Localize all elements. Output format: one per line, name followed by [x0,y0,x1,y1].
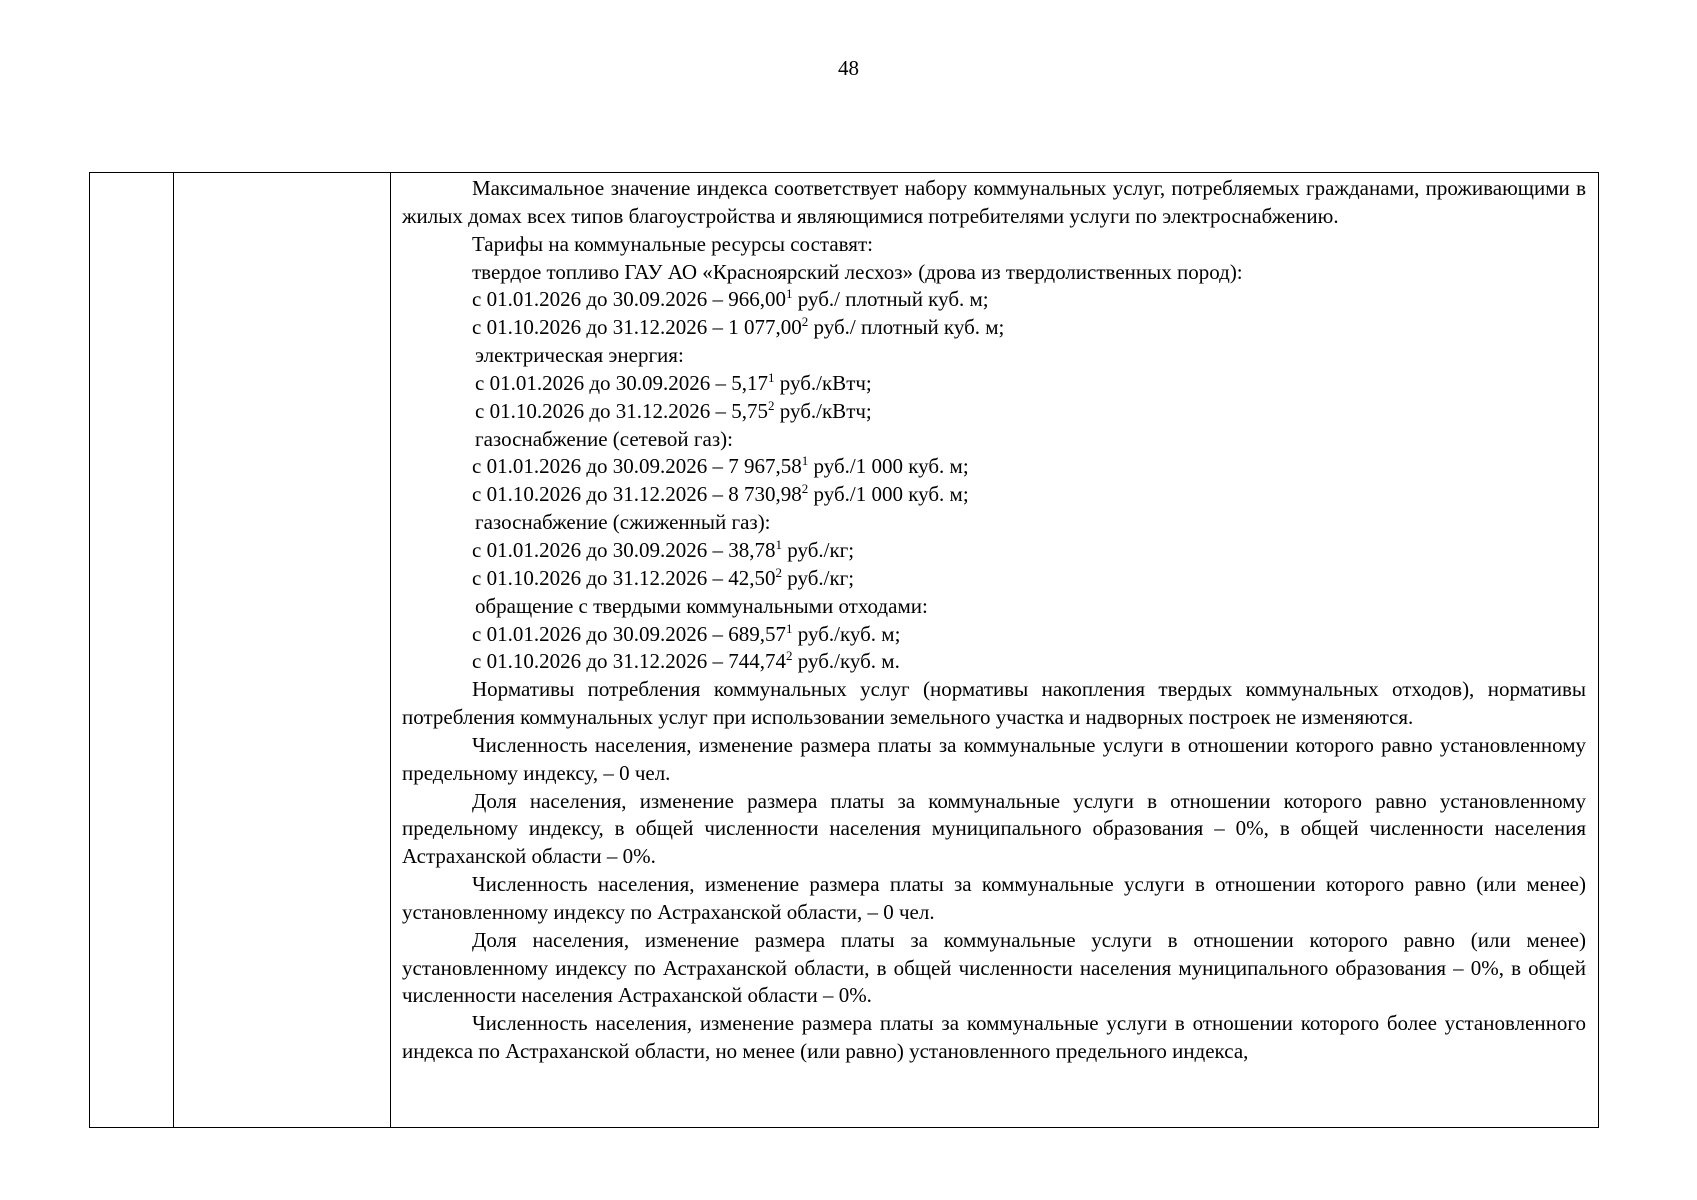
footnote-mark: 2 [801,481,809,497]
footnote-mark: 1 [768,369,775,385]
tariff-value: с 01.01.2026 до 30.09.2026 – 7 967,58 [472,454,802,479]
page-number: 48 [838,56,859,80]
tariff-line [402,621,1586,649]
footnote-mark: 1 [786,620,793,636]
tariff-value: с 01.01.2026 до 30.09.2026 – 966,00 [472,287,787,312]
footnote-mark: 2 [786,648,793,664]
fuel-heading: твердое топливо ГАУ АО «Красноярский лесхоз» (дрова из твердолиственных пород): [472,259,1243,284]
paragraph-population-regional-index: Численность населения, изменение размера платы за коммунальные услуги в отношении которого равно (или менее) установленному индексу по Астраханской области, – 0 чел. [402,872,1586,924]
tariff-unit: руб./кг; [782,565,855,590]
gas-network-heading: газоснабжение (сетевой газ): [475,426,733,451]
tariff-value: с 01.01.2026 до 30.09.2026 – 5,17 [475,370,769,395]
tariff-unit: руб./ плотный куб. м; [792,287,989,312]
tariff-line [402,453,1586,481]
tariff-value: с 01.01.2026 до 30.09.2026 – 689,57 [472,621,787,646]
tariff-value: с 01.10.2026 до 31.12.2026 – 5,75 [475,398,769,423]
footnote-mark: 1 [775,536,783,552]
tariff-line [402,370,1586,398]
gas-liquefied-heading: газоснабжение (сжиженный газ): [475,510,771,535]
footnote-mark: 2 [775,564,783,580]
paragraph-population-equal-limit: Численность населения, изменение размера платы за коммунальные услуги в отношении которого равно установленному предельному индексу, – 0 чел. [402,732,1586,785]
tariff-unit: руб./кВтч; [774,370,872,395]
paragraph-max-index: Максимальное значение индекса соответствует набору коммунальных услуг, потребляемых гражданами, проживающими в жилых домах всех типов благоустройства и являющимися потребителями услуги по электроснабжению. [402,176,1586,228]
paragraph-norms: Нормативы потребления коммунальных услуг (нормативы накопления твердых коммунальных отходов), нормативы потребления коммунальных услуг при использовании земельного участка и надворных построек не изменяются. [402,677,1586,730]
tariff-unit: руб./1 000 куб. м; [808,454,969,479]
tariff-unit: руб./кг; [782,537,855,562]
tariff-unit: руб./куб. м. [792,649,900,674]
electricity-heading: электрическая энергия: [475,343,684,368]
paragraph-share-equal-limit: Доля населения, изменение размера платы за коммунальные услуги в отношении которого равно установленному предельному индексу, в общей численности населения муниципального образования – 0%, в общей численности населения Астраханской области – 0%. [402,788,1586,869]
tariff-unit: руб./1 000 куб. м; [808,482,969,507]
paragraph-population-above-index: Численность населения, изменение размера платы за коммунальные услуги в отношении которого более установленного индекса по Астраханской области, но менее (или равно) установленного предельного индекса, [402,1011,1586,1064]
tariff-line [402,565,1586,593]
waste-heading: обращение с твердыми коммунальными отходами: [475,593,928,618]
tariff-unit: руб./кВтч; [774,398,872,423]
tariff-value: с 01.10.2026 до 31.12.2026 – 1 077,00 [472,315,802,340]
footnote-mark: 1 [786,286,793,302]
tariff-value: с 01.01.2026 до 30.09.2026 – 38,78 [472,537,776,562]
footnote-mark: 2 [768,397,775,413]
tariff-line [402,314,1586,342]
tariff-value: с 01.10.2026 до 31.12.2026 – 42,50 [472,565,776,590]
tariff-line [402,537,1586,565]
tariff-unit: руб./куб. м; [792,621,901,646]
tariff-line [402,648,1586,676]
table-row [90,173,1599,1128]
tariff-line [402,398,1586,426]
table-cell-content [391,173,1599,1128]
footnote-mark: 1 [801,453,809,469]
paragraph-share-regional-index: Доля населения, изменение размера платы за коммунальные услуги в отношении которого равно (или менее) установленному индексу по Астраханской области, в общей численности населения муниципального образования – 0%, в общей численности населения Астраханской области – 0%. [402,927,1586,1008]
tariff-line [402,481,1586,509]
tariff-line [402,286,1586,314]
tariff-value: с 01.10.2026 до 31.12.2026 – 8 730,98 [472,482,802,507]
footnote-mark: 2 [801,314,809,330]
table-cell-name [174,173,391,1128]
document-table [89,172,1599,1128]
table-cell-number [90,173,174,1128]
paragraph-tariffs-intro: Тарифы на коммунальные ресурсы составят: [472,231,873,256]
tariff-unit: руб./ плотный куб. м; [808,315,1005,340]
tariff-value: с 01.10.2026 до 31.12.2026 – 744,74 [472,649,787,674]
